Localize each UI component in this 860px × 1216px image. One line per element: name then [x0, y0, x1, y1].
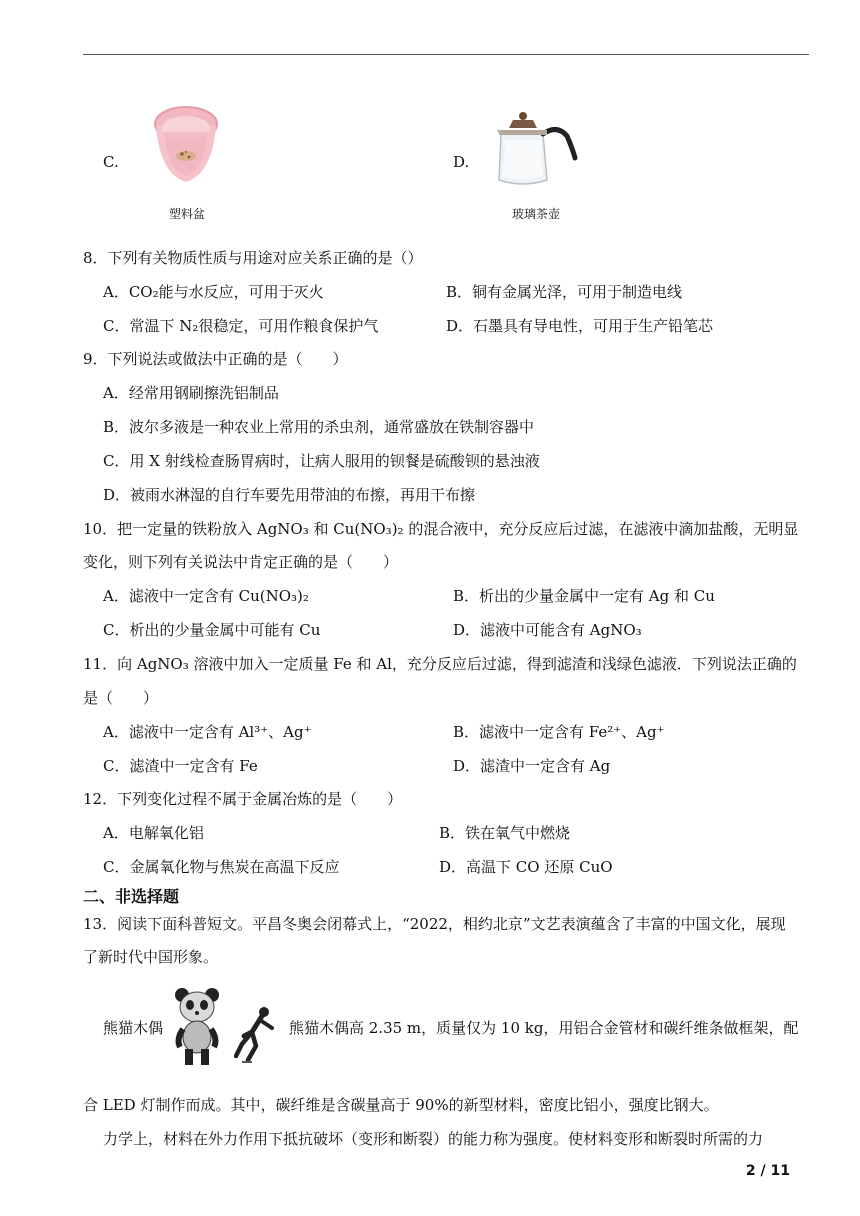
q13-para1-line1: 熊猫木偶高 2.35 m，质量仅为 10 kg，用铝合金管材和碳纤维条做框架，配: [289, 1019, 799, 1037]
q8-option-d: D．石墨具有导电性，可用于生产铅笔芯: [446, 317, 714, 335]
q12-option-a: A．电解氧化铝: [103, 824, 204, 842]
q10-option-b: B．析出的少量金属中一定有 Ag 和 Cu: [453, 587, 715, 605]
q10-option-d: D．滤液中可能含有 AgNO₃: [453, 621, 642, 639]
header-rule: [83, 54, 809, 55]
q11-option-a: A．滤液中一定含有 Al³⁺、Ag⁺: [103, 723, 312, 741]
page-number: 2 / 11: [745, 1163, 790, 1179]
q7-option-d-caption: 玻璃茶壶: [512, 207, 561, 221]
plastic-basin-image: [150, 102, 222, 188]
q7-option-d-letter: D.: [453, 153, 470, 171]
q12-stem: 12．下列变化过程不属于金属冶炼的是（ ）: [83, 790, 403, 808]
q7-option-c-caption: 塑料盆: [169, 207, 206, 221]
q9-option-a: A．经常用钢刷擦洗铝制品: [103, 384, 279, 402]
q10-option-c: C．析出的少量金属中可能有 Cu: [103, 621, 321, 639]
q8-option-c: C．常温下 N₂很稳定，可用作粮食保护气: [103, 317, 379, 335]
q9-option-b: B．波尔多液是一种农业上常用的杀虫剂，通常盛放在铁制容器中: [103, 418, 535, 436]
q12-option-b: B．铁在氧气中燃烧: [439, 824, 571, 842]
q13-figure-label: 熊猫木偶: [103, 1019, 164, 1037]
q10-option-a: A．滤液中一定含有 Cu(NO₃)₂: [103, 587, 309, 605]
q9-option-c: C．用 X 射线检查肠胃病时，让病人服用的钡餐是硫酸钡的悬浊液: [103, 452, 540, 470]
q8-option-a: A．CO₂能与水反应，可用于灭火: [103, 283, 324, 301]
q8-option-b: B．铜有金属光泽，可用于制造电线: [446, 283, 683, 301]
q9-stem: 9．下列说法或做法中正确的是（ ）: [83, 350, 348, 368]
q7-option-c-letter: C.: [103, 153, 119, 171]
q10-stem-line1: 10．把一定量的铁粉放入 AgNO₃ 和 Cu(NO₃)₂ 的混合液中，充分反应后过滤，在滤液中滴加盐酸，无明显: [83, 520, 799, 538]
q9-option-d: D．被雨水淋湿的自行车要先用带油的布擦，再用干布擦: [103, 486, 476, 504]
q13-para1-line2: 合 LED 灯制作而成。其中，碳纤维是含碳量高于 90%的新型材料，密度比铝小，强度比钢大。: [83, 1096, 719, 1114]
q12-option-d: D．高温下 CO 还原 CuO: [439, 858, 613, 876]
q13-stem-line2: 了新时代中国形象。: [83, 948, 219, 966]
q13-stem-line1: 13．阅读下面科普短文。平昌冬奥会闭幕式上，“2022，相约北京”文艺表演蕴含了丰富的中国文化，展现: [83, 915, 786, 933]
q11-option-c: C．滤渣中一定含有 Fe: [103, 757, 258, 775]
q8-stem: 8．下列有关物质性质与用途对应关系正确的是（）: [83, 249, 423, 267]
q13-para2-line1: 力学上，材料在外力作用下抵抗破坏（变形和断裂）的能力称为强度。使材料变形和断裂时所需的力: [103, 1130, 764, 1148]
q11-stem-line2: 是（ ）: [83, 689, 159, 707]
q11-option-b: B．滤液中一定含有 Fe²⁺、Ag⁺: [453, 723, 665, 741]
q12-option-c: C．金属氧化物与焦炭在高温下反应: [103, 858, 340, 876]
panda-puppet-image: [174, 985, 220, 1067]
skater-puppet-image: [234, 1006, 276, 1064]
q11-option-d: D．滤渣中一定含有 Ag: [453, 757, 611, 775]
q11-stem-line1: 11．向 AgNO₃ 溶液中加入一定质量 Fe 和 Al，充分反应后过滤，得到滤渣和浅绿色滤液．下列说法正确的: [83, 655, 797, 673]
glass-teapot-image: [497, 110, 581, 188]
q10-stem-line2: 变化，则下列有关说法中肯定正确的是（ ）: [83, 553, 399, 571]
section-title: 二、非选择题: [83, 887, 180, 906]
